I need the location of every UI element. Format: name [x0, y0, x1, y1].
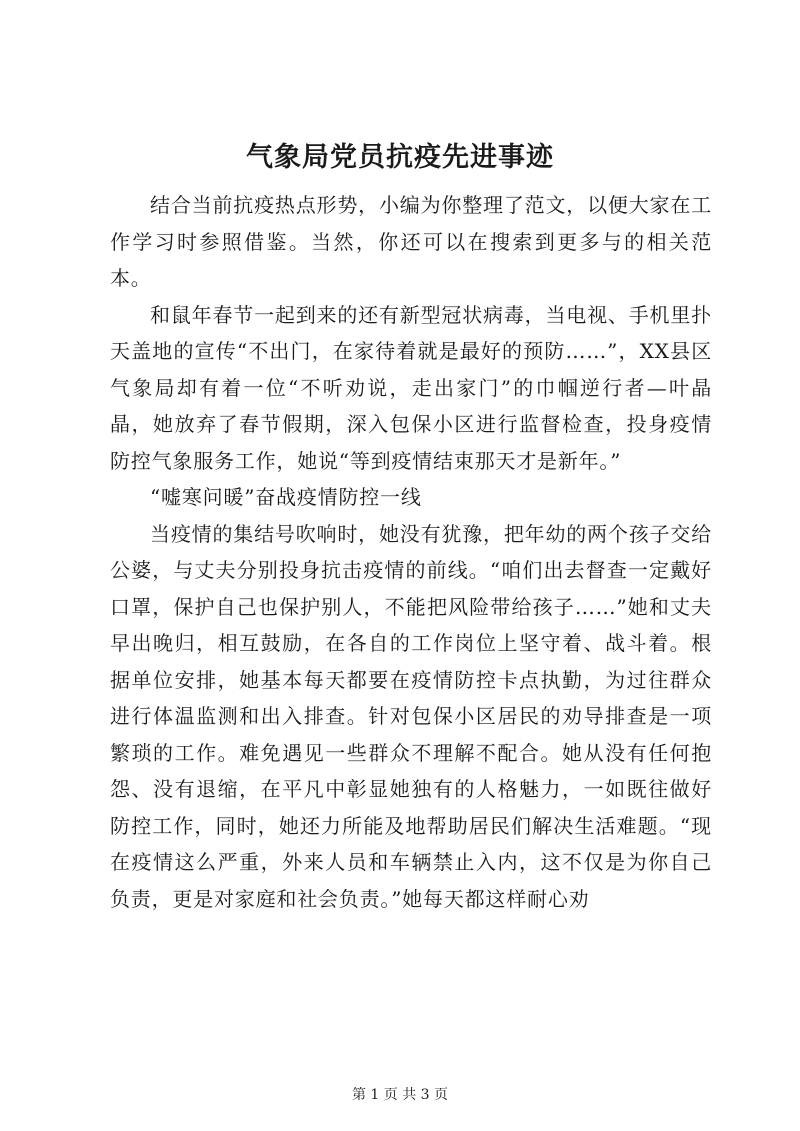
paragraph-intro: 结合当前抗疫热点形势，小编为你整理了范文，以便大家在工作学习时参照借鉴。当然，你还可以在搜索到更多与的相关范本。 [110, 193, 712, 290]
paragraph-frontline: 当疫情的集结号吹响时，她没有犹豫，把年幼的两个孩子交给公婆，与丈夫分别投身抗击疫情的前线。“咱们出去督查一定戴好口罩，保护自己也保护别人，不能把风险带给孩子……”她和丈夫早出晚归，相互鼓励，在各自的工作岗位上坚守着、战斗着。根据单位安排，她基本每天都要在疫情防控卡点执勤，为过往群众进行体温监测和出入排查。针对包保小区居民的劝导排查是一项繁琐的工作。难免遇见一些群众不理解不配合。她从没有任何抱怨、没有退缩，在平凡中彰显她独有的人格魅力，一如既往做好防控工作，同时，她还力所能及地帮助居民们解决生活难题。“现在疫情这么严重，外来人员和车辆禁止入内，这不仅是为你自己负责，更是对家庭和社会负责。”她每天都这样耐心劝 [110, 521, 712, 911]
document-body [110, 187, 712, 917]
page-number: 第 1 页 共 3 页 [351, 1087, 449, 1103]
document-title: 气象局党员抗疫先进事迹 [246, 142, 554, 173]
paragraph-background: 和鼠年春节一起到来的还有新型冠状病毒，当电视、手机里扑天盖地的宣传“不出门，在家待着就是最好的预防……”，XX县区气象局却有着一位“不听劝说，走出家门”的巾帼逆行者—叶晶晶，她放弃了春节假期，深入包保小区进行监督检查，投身疫情防控气象服务工作，她说“等到疫情结束那天才是新年。” [110, 302, 712, 473]
section-heading: “嘘寒问暖”奋战疫情防控一线 [150, 485, 422, 509]
